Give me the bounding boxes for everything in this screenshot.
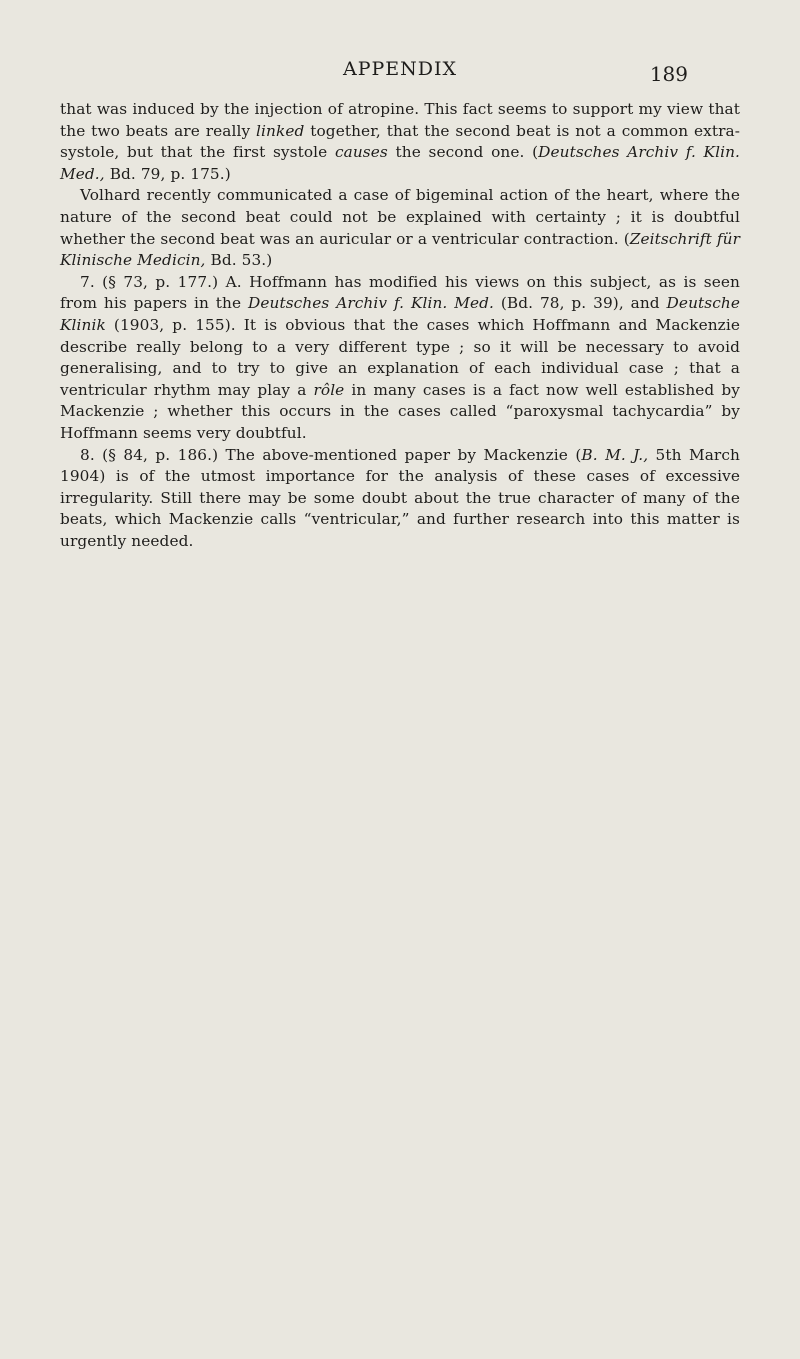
- paragraph-volhard: [60, 185, 740, 271]
- text-run: the second one. (: [387, 143, 539, 162]
- note-8-paragraph: [60, 445, 740, 553]
- text-run: that was induced by the injection of atropine. This fact seems to support my view that the two beats are really: [60, 100, 740, 140]
- page-number: 189: [649, 62, 688, 86]
- page-header: [0, 58, 800, 88]
- text-run: Bd. 53.): [205, 251, 273, 270]
- citation-title: Deutsche Klinik: [60, 294, 740, 334]
- italic-text: linked: [256, 121, 305, 140]
- body-text: [60, 99, 740, 552]
- text-run: 8. (§ 84, p. 186.) The above-mentioned paper by Mackenzie (: [80, 445, 582, 464]
- italic-text: causes: [334, 143, 388, 162]
- text-run: in many cases is a fact now well established by Mackenzie ; whether this occurs in the cases called “paroxysmal tachycardia” by Hoffmann seems very doubtful.: [60, 380, 740, 442]
- italic-text: rôle: [313, 380, 345, 399]
- citation-title: Deutsches Archiv f. Klin. Med.: [247, 294, 495, 313]
- text-run: Bd. 79, p. 175.): [104, 164, 231, 183]
- text-run: Volhard recently communicated a case of bigeminal action of the heart, where the nature of the second beat could not be explained with certainty ; it is doubtful whether the second beat was an auricular or a ventricular contraction. (: [60, 186, 740, 248]
- running-head: APPENDIX: [342, 58, 458, 80]
- citation-title: B. M. J.,: [581, 445, 649, 464]
- text-run: (1903, p. 155). It is obvious that the cases which Hoffmann and Mackenzie describe really belong to a very different type ; so it will be necessary to avoid generalising, and to try to give an explanation of each individual case ; that a ventricular rhythm may play a: [60, 315, 740, 399]
- text-run: together, that the second beat is not a common extra-systole, but that the first systole: [60, 121, 741, 162]
- citation-title: Zeitschrift für Klinische Medicin,: [60, 229, 740, 270]
- text-run: (Bd. 78, p. 39), and: [494, 294, 667, 313]
- citation-title: Deutsches Archiv f. Klin. Med.,: [60, 143, 740, 183]
- note-7-paragraph: [60, 272, 740, 445]
- text-run: 5th March 1904) is of the utmost importance for the analysis of these cases of excessive irregularity. Still there may be some doubt about the true character of many of the beats, which Mackenzie calls “ventricular,” and further research into this matter is urgently needed.: [60, 445, 740, 550]
- text-run: 7. (§ 73, p. 177.) A. Hoffmann has modified his views on this subject, as is seen from his papers in the: [60, 272, 740, 313]
- paragraph-continuation: [60, 99, 740, 185]
